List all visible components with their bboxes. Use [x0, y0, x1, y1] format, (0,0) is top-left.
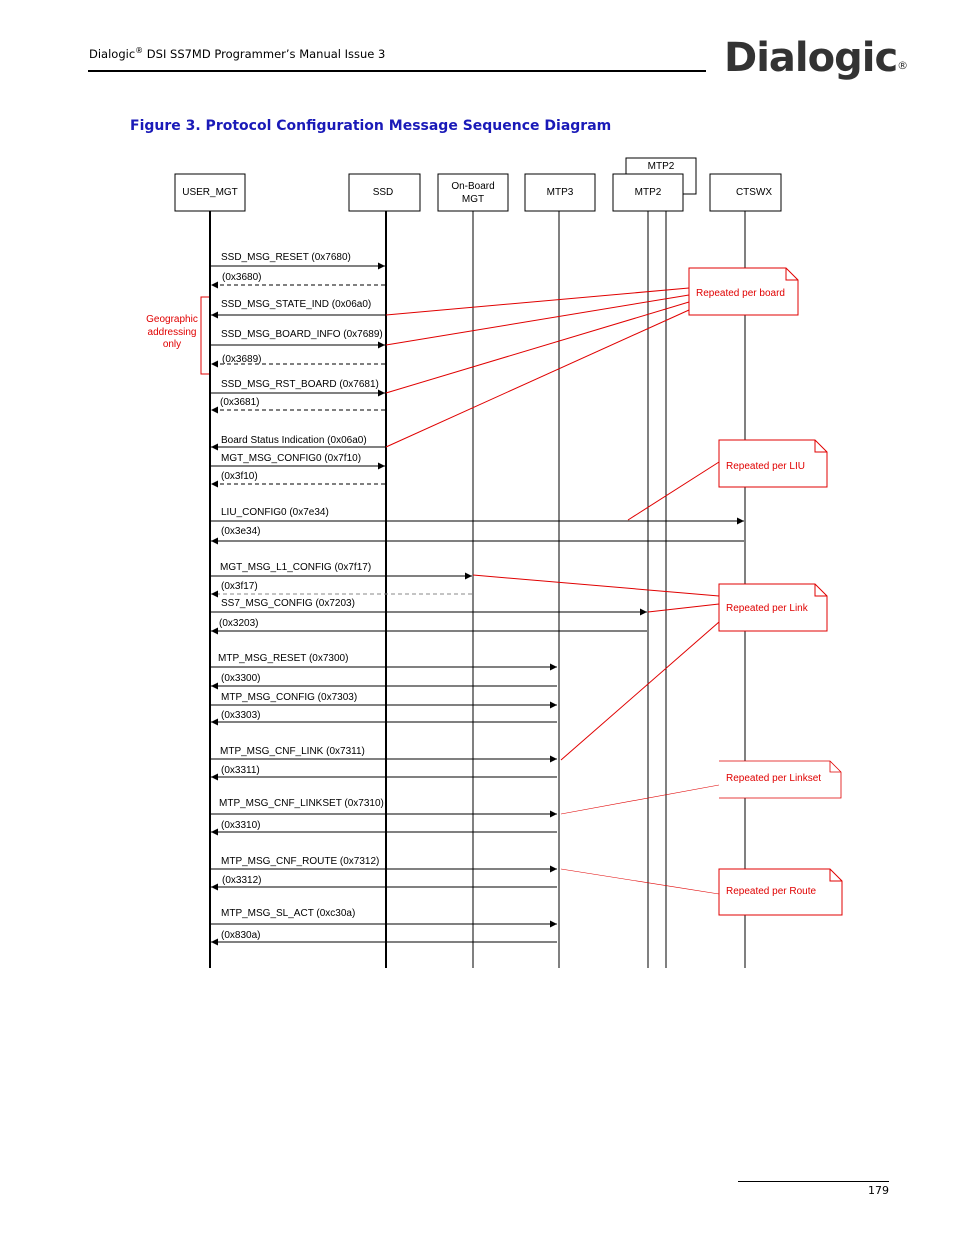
note-label: Repeated per Route [726, 886, 817, 897]
participant-label: SSD [372, 187, 394, 198]
message-label: MGT_MSG_CONFIG0 (0x7f10) [221, 453, 362, 464]
note-repeated-per-board [689, 268, 798, 315]
message-label: (0x3681) [220, 397, 260, 408]
message-label: MTP_MSG_CONFIG (0x7303) [221, 692, 358, 703]
message-label: (0x3312) [222, 875, 262, 886]
note-label: Repeated per Linkset [726, 773, 822, 784]
geographic-note-line: Geographic [146, 314, 198, 325]
note-repeated-per-linkset [719, 761, 841, 798]
participant-label: MGT [461, 194, 485, 205]
logo-text: Dialogic [724, 35, 898, 81]
message-label: (0x3300) [221, 673, 261, 684]
note-repeated-per-liu [719, 440, 827, 487]
note-label: Repeated per LIU [726, 461, 805, 472]
message-label: (0x3f17) [221, 581, 258, 592]
participant-label: On-Board [451, 181, 495, 192]
message-label: SSD_MSG_STATE_IND (0x06a0) [221, 299, 372, 310]
note-connectors [386, 288, 719, 894]
message-label: (0x3e34) [221, 526, 261, 537]
note-label: Repeated per Link [726, 603, 808, 614]
participant-label: MTP2 [634, 187, 662, 198]
participant-onboard-mgt [438, 174, 508, 211]
logo-registered-mark: ® [897, 59, 908, 72]
message-label: SSD_MSG_BOARD_INFO (0x7689) [221, 329, 383, 340]
registered-mark: ® [135, 46, 144, 55]
message-label: (0x3311) [221, 765, 260, 776]
message-label: SSD_MSG_RESET (0x7680) [221, 252, 351, 263]
message-label: SSD_MSG_RST_BOARD (0x7681) [221, 379, 379, 390]
footer-rule [738, 1181, 889, 1182]
message-label: MTP_MSG_CNF_LINKSET (0x7310) [219, 798, 384, 809]
participant-label: USER_MGT [182, 187, 238, 198]
participant-user-mgt [175, 174, 245, 211]
page-number: 179 [868, 1184, 889, 1197]
participant-label: MTP3 [546, 187, 574, 198]
header-brand: Dialogic [89, 46, 136, 61]
lifelines [210, 211, 745, 968]
note-label: Repeated per board [696, 288, 785, 299]
participant-mtp2 [613, 174, 683, 211]
message-label: (0x3303) [221, 710, 261, 721]
message-label: (0x3203) [219, 618, 259, 629]
message-label: LIU_CONFIG0 (0x7e34) [221, 507, 329, 518]
participant-label: MTP2 [647, 161, 675, 172]
geographic-note-line: addressing [147, 327, 197, 338]
message-label: MTP_MSG_RESET (0x7300) [218, 653, 349, 664]
message-label: (0x3680) [222, 272, 262, 283]
note-repeated-per-route [719, 869, 842, 915]
figure-title: Figure 3. Protocol Configuration Message Sequence Diagram [130, 118, 612, 134]
message-labels [218, 252, 384, 941]
message-label: (0x3689) [222, 354, 262, 365]
geographic-addressing-bracket [146, 297, 209, 374]
message-label: SS7_MSG_CONFIG (0x7203) [221, 598, 355, 609]
participant-ctswx [710, 174, 781, 211]
participant-ssd [349, 174, 420, 211]
message-label: MTP_MSG_CNF_ROUTE (0x7312) [221, 856, 380, 867]
participant-label: CTSWX [735, 187, 773, 198]
message-label: (0x830a) [221, 930, 261, 941]
message-label: (0x3f10) [221, 471, 258, 482]
message-label: MGT_MSG_L1_CONFIG (0x7f17) [220, 562, 372, 573]
geographic-note-line: only [162, 339, 182, 350]
message-label: (0x3310) [221, 820, 261, 831]
message-label: MTP_MSG_SL_ACT (0xc30a) [221, 908, 356, 919]
header-manual-title: DSI SS7MD Programmer’s Manual Issue 3 [143, 46, 386, 61]
participant-mtp3 [525, 174, 595, 211]
message-label: Board Status Indication (0x06a0) [221, 435, 367, 446]
note-repeated-per-link [719, 584, 827, 631]
message-label: MTP_MSG_CNF_LINK (0x7311) [220, 746, 365, 757]
